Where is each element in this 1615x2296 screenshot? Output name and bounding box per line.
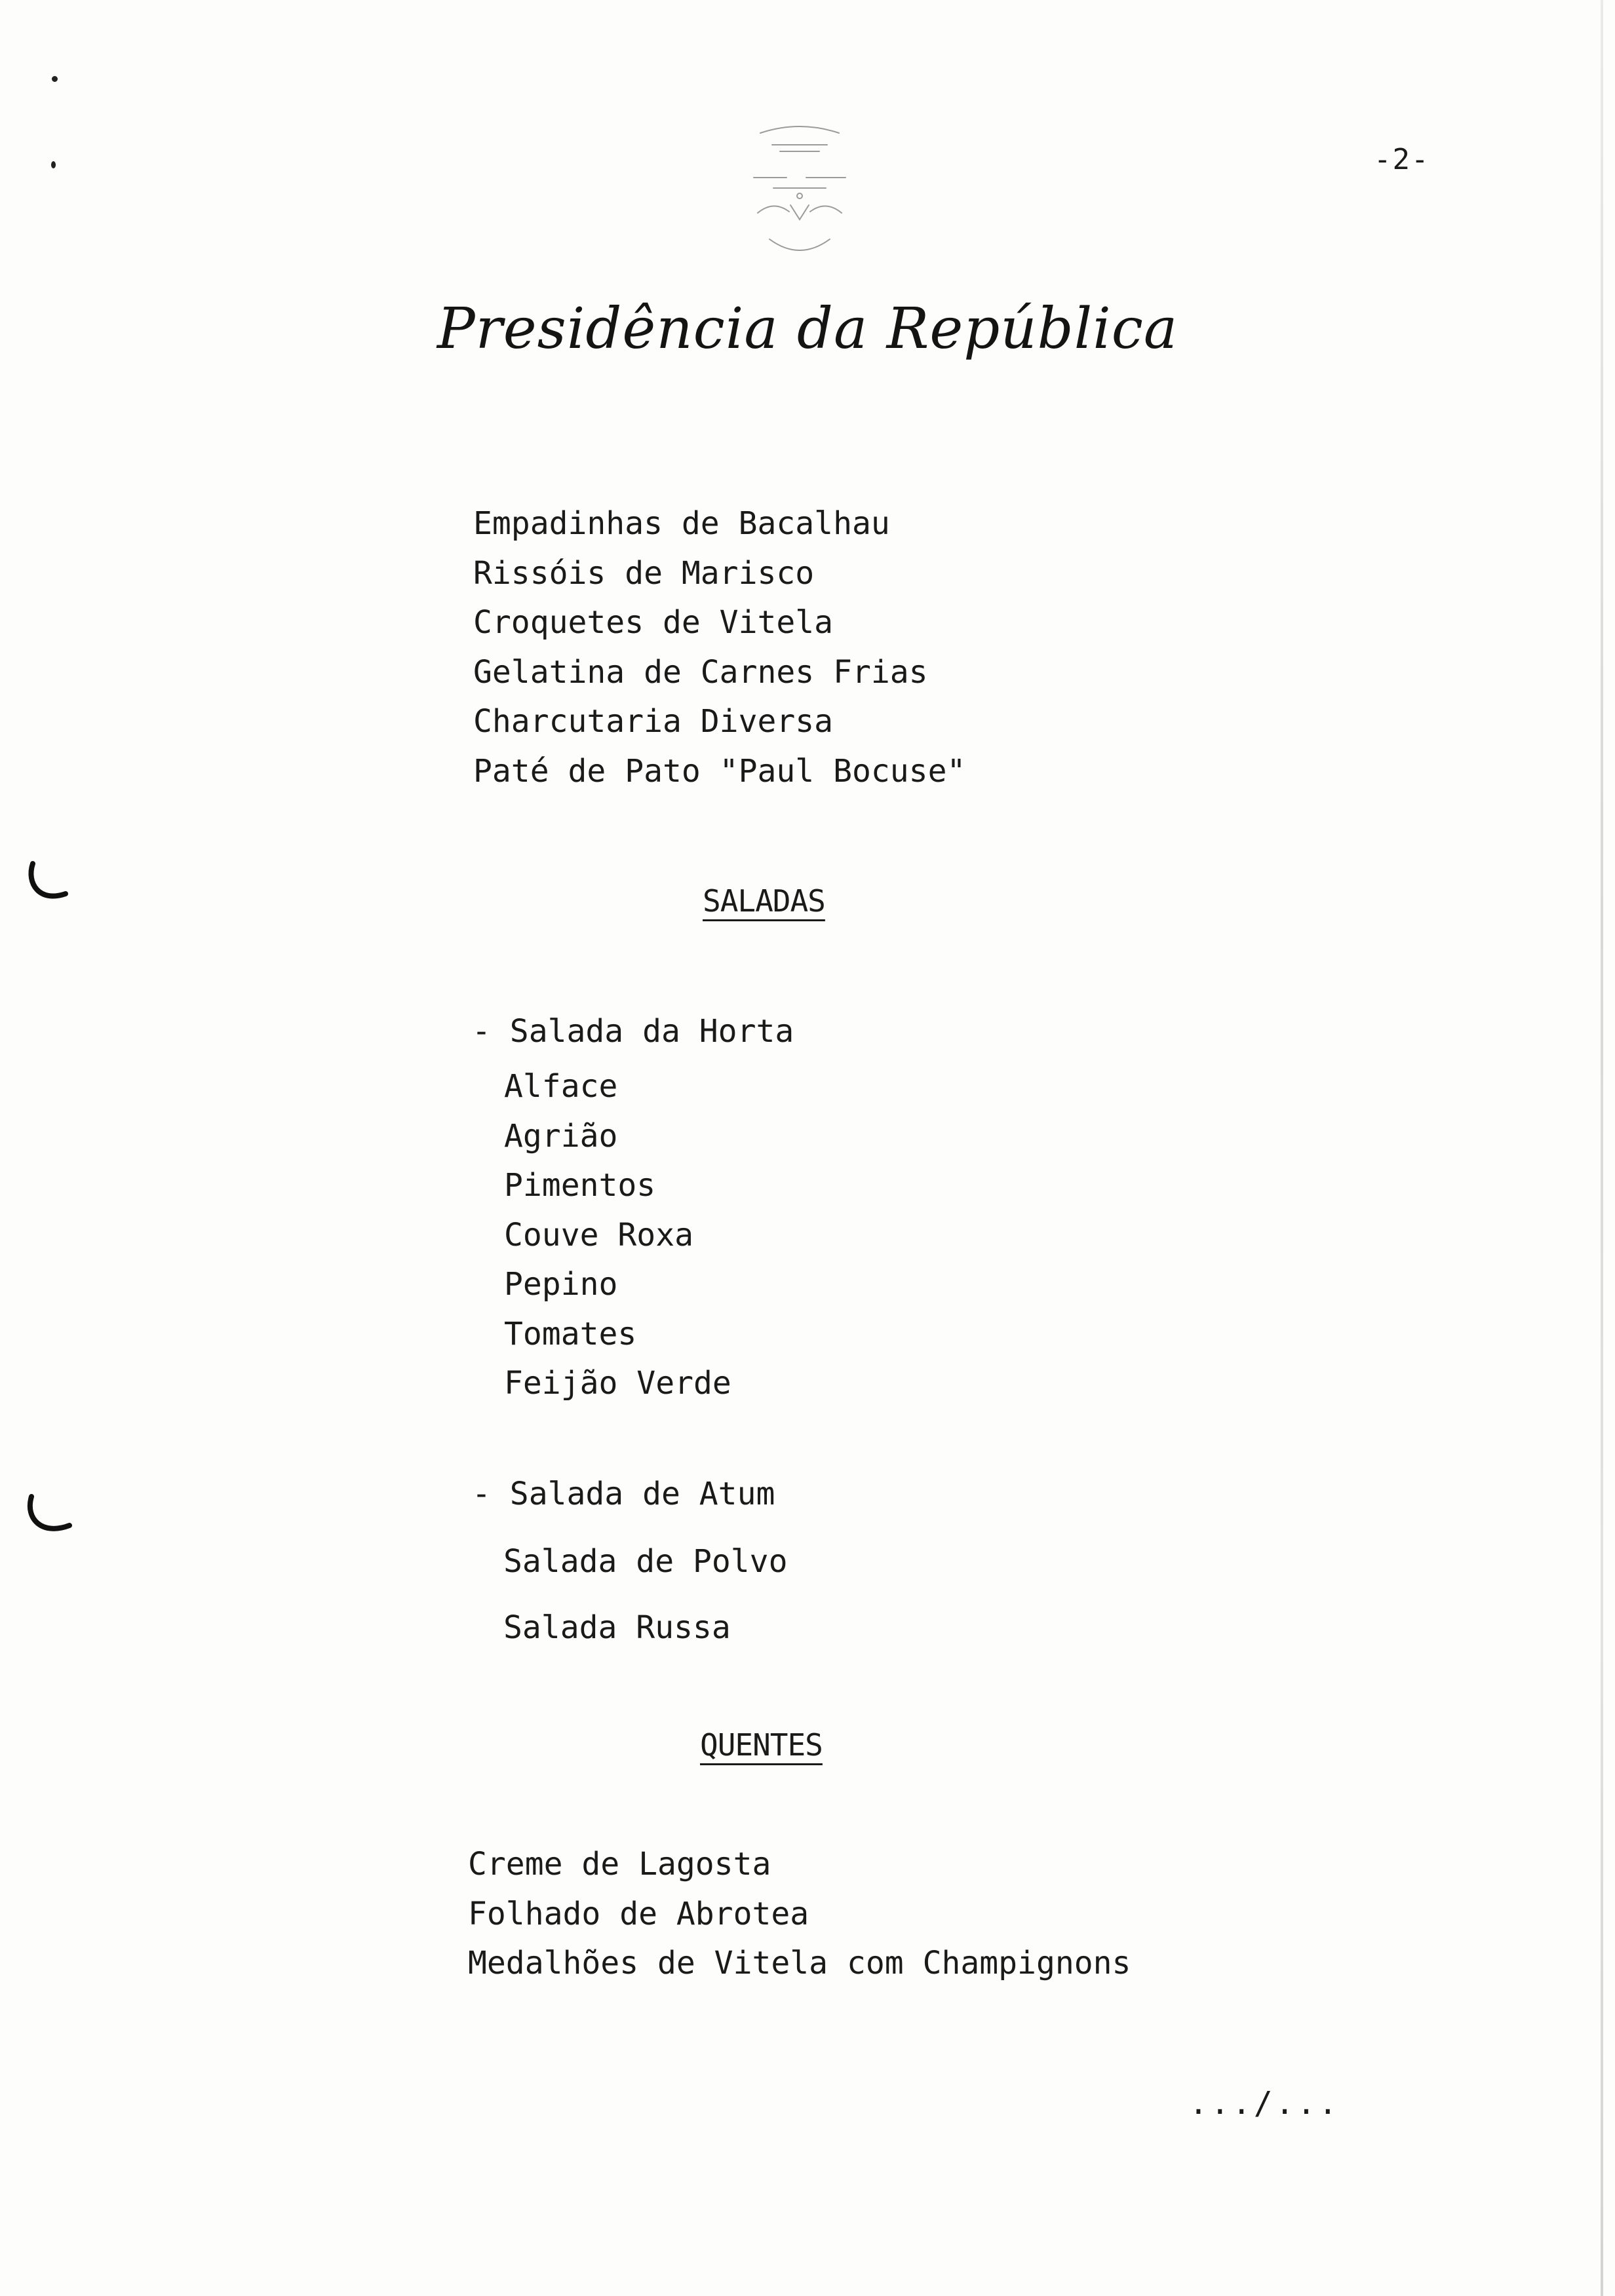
scan-speck bbox=[51, 161, 56, 168]
list-item: Charcutaria Diversa bbox=[473, 703, 834, 740]
punch-hole-mark-icon bbox=[25, 1493, 76, 1544]
section-heading-quentes: QUENTES bbox=[700, 1727, 823, 1763]
list-item: Couve Roxa bbox=[504, 1216, 693, 1253]
list-item: Medalhões de Vitela com Champignons bbox=[468, 1945, 1131, 1981]
punch-hole-mark-icon bbox=[25, 857, 76, 908]
list-item: Rissóis de Marisco bbox=[473, 554, 815, 592]
hot-dishes-list bbox=[468, 1840, 1131, 1989]
list-item: Gelatina de Carnes Frias bbox=[473, 653, 928, 691]
section-heading-saladas: SALADAS bbox=[703, 883, 825, 919]
list-item: Pepino bbox=[504, 1266, 618, 1303]
institution-title: Presidência da República bbox=[437, 296, 1178, 362]
scan-speck bbox=[52, 76, 58, 82]
salad-russa: Salada Russa bbox=[503, 1609, 731, 1646]
list-item: Croquetes de Vitela bbox=[473, 604, 834, 641]
continuation-mark: .../... bbox=[1189, 2085, 1340, 2122]
list-item: Feijão Verde bbox=[504, 1365, 731, 1402]
list-item: Empadinhas de Bacalhau bbox=[473, 505, 890, 542]
list-item: Folhado de Abrotea bbox=[468, 1895, 809, 1932]
list-item: Agrião bbox=[504, 1117, 618, 1155]
list-item: Pimentos bbox=[504, 1167, 656, 1204]
horta-ingredients-list bbox=[504, 1062, 731, 1409]
coat-of-arms-icon bbox=[734, 115, 865, 265]
salad-polvo: Salada de Polvo bbox=[503, 1543, 788, 1580]
salad-atum: - Salada de Atum bbox=[472, 1476, 775, 1512]
list-item: Alface bbox=[504, 1068, 618, 1105]
list-item: Tomates bbox=[504, 1315, 637, 1352]
salad-horta-title: - Salada da Horta bbox=[472, 1013, 794, 1050]
starters-list bbox=[473, 499, 965, 796]
list-item: Paté de Pato "Paul Bocuse" bbox=[473, 752, 966, 790]
page-number: -2- bbox=[1374, 143, 1430, 176]
list-item: Creme de Lagosta bbox=[468, 1846, 771, 1883]
